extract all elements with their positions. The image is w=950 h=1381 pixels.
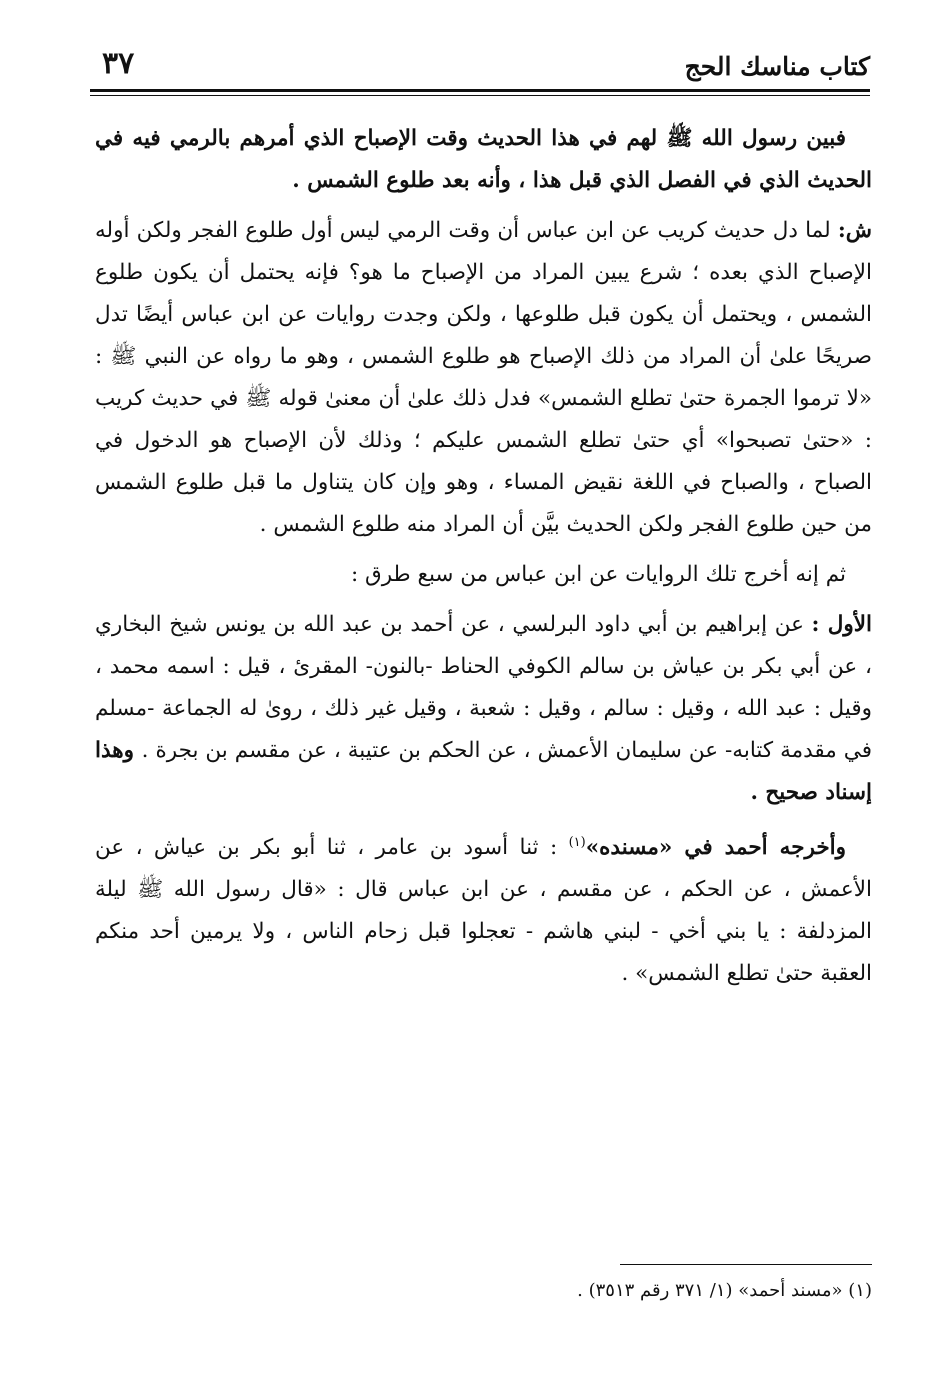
main-text xyxy=(95,118,872,1003)
footnote-separator xyxy=(620,1264,872,1265)
header-rule-thin xyxy=(90,95,870,96)
paragraph-1: فبين رسول الله ﷺ لهم في هذا الحديث وقت الإصباح الذي أمرهم بالرمي فيه في الحديث الذي في الفصل الذي قبل هذا ، وأنه بعد طلوع الشمس . xyxy=(95,126,872,193)
paragraph-3: ثم إنه أخرج تلك الروايات عن ابن عباس من سبع طرق : xyxy=(350,562,846,587)
paragraph-4-lead: الأول : xyxy=(811,612,872,637)
running-title: كتاب مناسك الحج xyxy=(684,52,870,81)
page-header xyxy=(90,42,870,94)
footnote: (١) «مسند أحمد» (١/ ٣٧١ رقم ٣٥١٣) . xyxy=(577,1280,872,1301)
header-rule-thick xyxy=(90,89,870,92)
paragraph-2-lead: ش: xyxy=(837,218,872,243)
paragraph-4-text: عن إبراهيم بن أبي داود البرلسي ، عن أحمد بن عبد الله بن يونس شيخ البخاري ، عن أبي بكر بن عياش بن سالم الكوفي الحناط -بالنون- المقرئ ، قيل : اسمه محمد ، وقيل : عبد الله ، وقيل : سالم ، وقيل : شعبة ، وقيل غير ذلك ، روىٰ له الجماعة -مسلم في مقدمة كتابه- عن سليمان الأعمش ، عن الحكم بن عتيبة ، عن مقسم بن بجرة . xyxy=(95,612,872,763)
paragraph-4 xyxy=(95,604,872,814)
paragraph-2-text: لما دل حديث كريب عن ابن عباس أن وقت الرمي ليس أول طلوع الفجر ولكن أوله الإصباح الذي بعده ؛ شرع يبين المراد من الإصباح ما هو؟ فإنه يحتمل أن يكون طلوع الشمس ، ويحتمل أن يكون قبل طلوعها ، ولكن وجدت روايات عن ابن عباس أيضًا تدل صريحًا علىٰ أن المراد من ذلك الإصباح هو طلوع الشمس ، وهو ما رواه عن النبي ﷺ : «لا ترموا الجمرة حتىٰ تطلع الشمس» فدل ذلك علىٰ أن معنىٰ قوله ﷺ في حديث كريب : «حتىٰ تصبحوا» أي حتىٰ تطلع الشمس عليكم ؛ وذلك لأن الإصباح هو الدخول في الصباح ، والصباح في اللغة نقيض المساء ، وهو وإن كان يتناول ما قبل طلوع الشمس من حين طلوع الفجر ولكن الحديث بيَّن أن المراد منه طلوع الشمس . xyxy=(95,218,872,537)
page-number: ٣٧ xyxy=(102,46,135,81)
footnote-marker: (١) xyxy=(568,835,586,850)
paragraph-5 xyxy=(95,822,872,995)
paragraph-5-lead: وأخرجه أحمد في «مسنده» xyxy=(585,835,846,861)
paragraph-2 xyxy=(95,210,872,546)
paragraph-4-tail: وهذا إسناد صحيح . xyxy=(95,738,872,805)
paragraph-5-text: : ثنا أسود بن عامر ، ثنا أبو بكر بن عياش ، عن الأعمش ، عن الحكم ، عن مقسم ، عن ابن عباس قال : «قال رسول الله ﷺ ليلة المزدلفة : يا بني أخي - لبني هاشم - تعجلوا قبل زحام الناس ، ولا يرمين أحد منكم العقبة حتىٰ تطلع الشمس» . xyxy=(95,835,872,987)
